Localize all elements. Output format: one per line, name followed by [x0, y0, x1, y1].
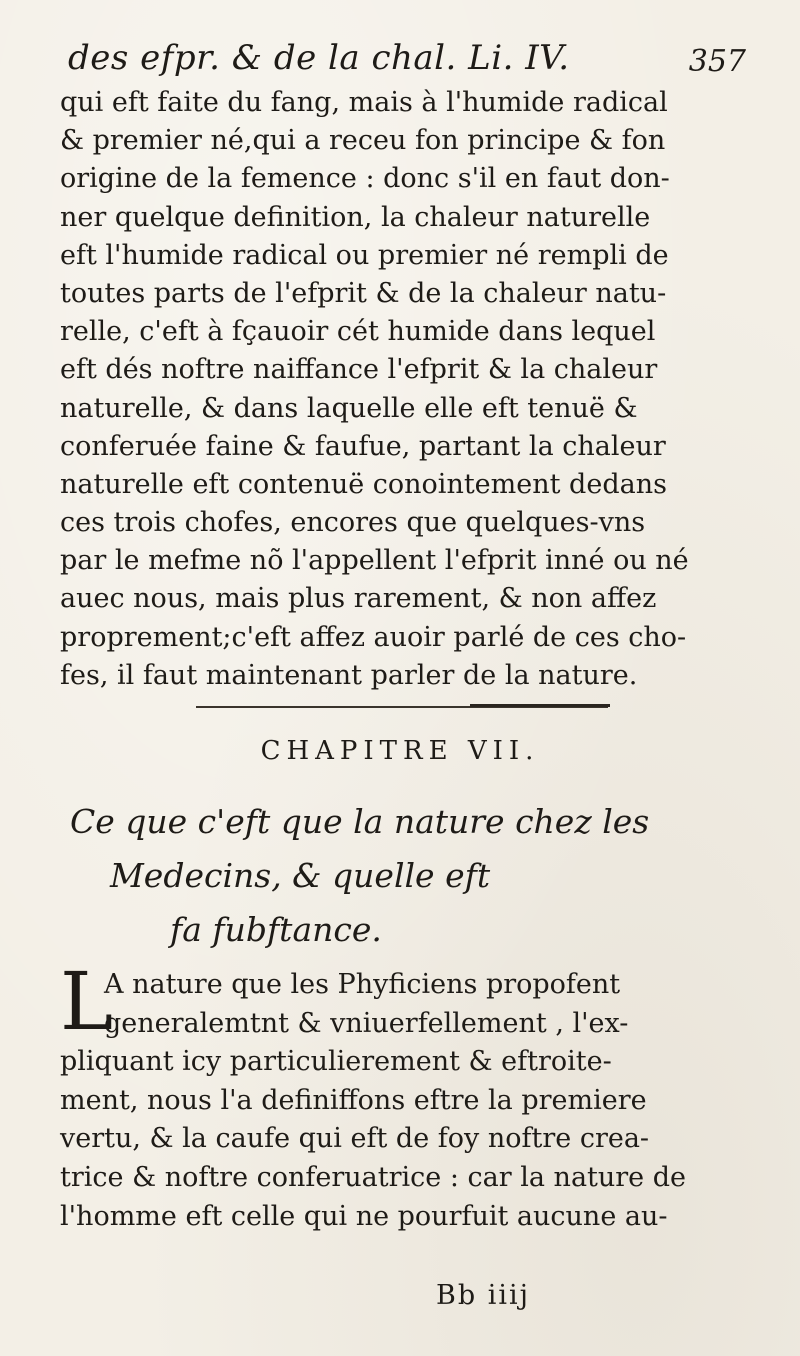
paragraph-continued — [60, 84, 750, 695]
text-line: ner quelque definition, la chaleur naturelle — [60, 201, 651, 233]
text-line: generalemtnt & vniuerfellement , l'ex- — [104, 1007, 629, 1039]
chapter-paragraph — [60, 955, 750, 1236]
chapter-subtitle — [70, 795, 760, 957]
text-line: eft dés noftre naiffance l'efprit & la chaleur — [60, 354, 658, 386]
text-line: ment, nous l'a definiffons eftre la premiere — [60, 1084, 647, 1116]
text-line: qui eft faite du fang, mais à l'humide radical — [60, 87, 668, 118]
text-line: naturelle, & dans laquelle elle eft tenuë & — [60, 392, 638, 424]
signature-mark: Bb iiij — [436, 1280, 530, 1311]
text-line: naturelle eft contenuë conointement dedans — [60, 468, 667, 500]
running-title: des efpr. & de la chal. Li. IV. — [68, 38, 570, 78]
text-line: & premier né,qui a receu fon principe & fon — [60, 125, 666, 157]
text-line: origine de la femence : donc s'il en faut don- — [60, 163, 670, 195]
text-line: toutes parts de l'efprit & de la chaleur natu- — [60, 277, 667, 309]
text-line: proprement;c'eft affez auoir parlé de ces cho- — [60, 621, 687, 653]
drop-cap: L — [60, 955, 114, 1048]
subtitle-line: Medecins, & quelle eft — [110, 856, 491, 895]
text-line: fes, il faut maintenant parler de la nature. — [60, 659, 638, 691]
text-line: eft l'humide radical ou premier né rempli de — [60, 239, 669, 271]
text-line: relle, c'eft à fçauoir cét humide dans lequel — [60, 316, 656, 348]
text-line: trice & noftre conferuatrice : car la nature de — [60, 1161, 687, 1193]
subtitle-line: fa fubftance. — [170, 910, 382, 949]
text-line: vertu, & la caufe qui eft de foy noftre crea- — [60, 1123, 650, 1155]
page-number: 357 — [688, 44, 746, 79]
text-line: A nature que les Phyficiens propofent — [104, 969, 621, 1000]
text-line: conferuée faine & faufue, partant la chaleur — [60, 430, 666, 462]
text-line: pliquant icy particulierement & eftroite- — [60, 1046, 612, 1078]
text-line: ces trois chofes, encores que quelques-vns — [60, 507, 646, 539]
chapter-heading: CHAPITRE VII. — [260, 736, 540, 766]
chapter-divider-rule-accent — [470, 704, 610, 707]
subtitle-line: Ce que c'eft que la nature chez les — [70, 802, 650, 841]
text-line: l'homme eft celle qui ne pourfuit aucune au- — [60, 1200, 668, 1232]
page-header — [60, 38, 746, 88]
text-line: auec nous, mais plus rarement, & non affez — [60, 583, 657, 615]
text-line: par le mefme nõ l'appellent l'efprit inné ou né — [60, 545, 689, 577]
